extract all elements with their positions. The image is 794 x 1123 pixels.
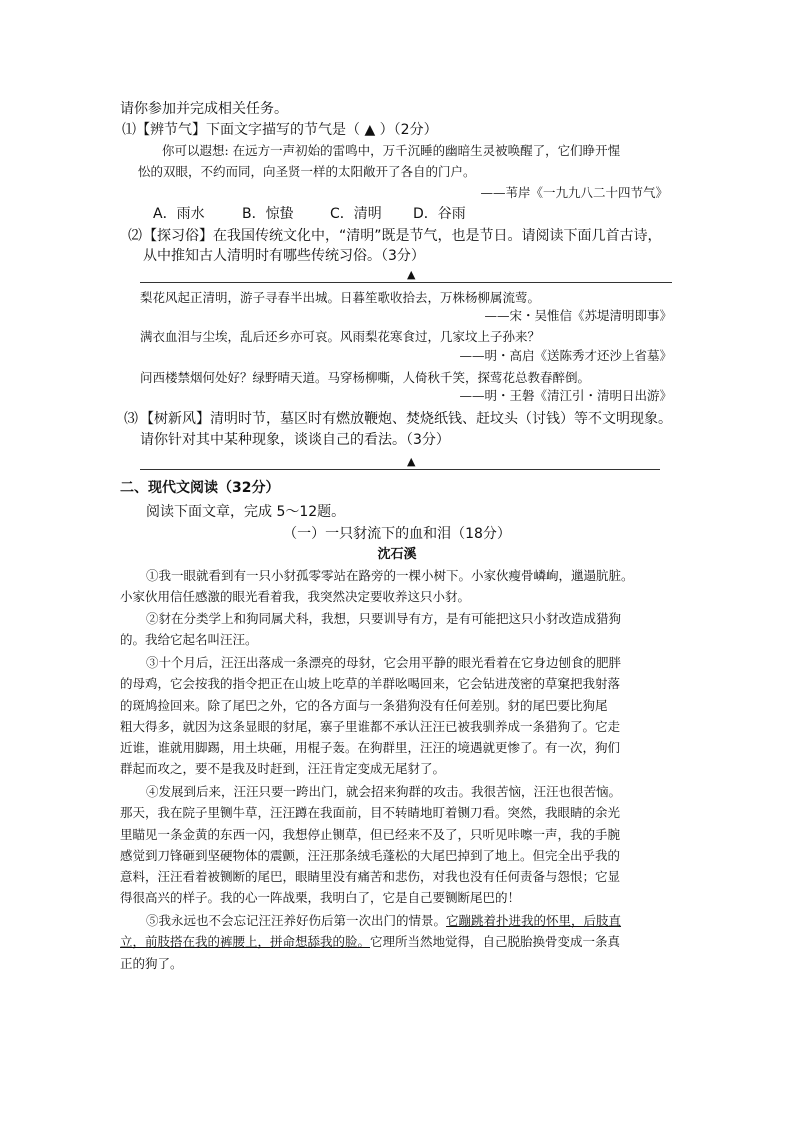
article-author: 沈石溪 [377, 547, 417, 562]
article-line: 的斑鸠捡回来。除了尾巴之外，它的各方面与一条猎狗没有任何差别。豺的尾巴要比狗尾 [120, 698, 608, 713]
q1-option-b: B．惊蛰 [242, 206, 294, 222]
article-line: 正的狗了。 [120, 956, 183, 971]
q1-number: ⑴ [122, 122, 136, 138]
intro-text: 请你参加并完成相关任务。 [120, 101, 288, 117]
answer-marker: ▲ [407, 455, 416, 468]
q3-prompt-line: 【树新风】清明时节，墓区时有燃放鞭炮、焚烧纸钱、赶坟头（讨钱）等不文明现象。 [140, 411, 672, 427]
q1-option-c: C．清明 [330, 206, 382, 222]
article-text: 它理所当然地觉得，自己脱胎换骨变成一条真 [370, 934, 621, 949]
underlined-text: 立，前肢搭在我的裤腰上，拼命想舔我的脸。 [120, 934, 371, 949]
article-line: ④发展到后来，汪汪只要一跨出门，就会招来狗群的攻击。我很苦恼，汪汪也很苦恼。 [146, 784, 622, 799]
article-line [120, 933, 620, 951]
article-line: ②豺在分类学上和狗同属犬科，我想，只要训导有方，是有可能把这只小豺改造成猎狗 [146, 611, 622, 626]
article-line: ①我一眼就看到有一只小豺孤零零站在路旁的一棵小树下。小家伙瘦骨嶙峋，邋遢肮脏。 [146, 568, 634, 583]
poem-source: ——明・王磐《清江引・清明日出游》 [459, 388, 672, 403]
poem-source: ——宋・吴惟信《苏堤清明即事》 [484, 308, 672, 323]
underlined-text: 它蹦跳着扑进我的怀里，后肢直 [446, 913, 622, 928]
q2-number: ⑵ [128, 228, 142, 244]
poem-text: 梨花风起正清明，游子寻春半出城。日暮笙歌收拾去，万株杨柳属流莺。 [140, 290, 541, 305]
reading-instruction: 阅读下面文章，完成 5～12题。 [146, 504, 346, 520]
q2-prompt-line: 从中推知古人清明时有哪些传统习俗。（3分） [143, 248, 425, 264]
article-line: 的。我给它起名叫汪汪。 [120, 632, 258, 647]
answer-marker: ▲ [407, 268, 416, 281]
q2-prompt-line: 【探习俗】在我国传统文化中，“清明”既是节气，也是节日。请阅读下面几首古诗， [143, 228, 662, 244]
q3-prompt-line: 请你针对其中某种现象，谈谈自己的看法。（3分） [140, 432, 450, 448]
q3-number: ⑶ [124, 411, 138, 427]
article-line: ③十个月后，汪汪出落成一条漂亮的母豺，它会用平静的眼光看着在它身边刨食的肥胖 [146, 655, 622, 670]
article-line: 近谁，谁就用脚踢，用土块砸，用棍子轰。在狗群里，汪汪的境遇就更惨了。有一次，狗们 [120, 740, 621, 755]
poem-text: 满衣血泪与尘埃，乱后还乡亦可哀。风雨梨花寒食过，几家坟上子孙来？ [140, 329, 541, 344]
poem-text: 问西楼禁烟何处好？绿野晴天道。马穿杨柳嘶，人倚秋千笑，探莺花总教春醉倒。 [140, 370, 591, 385]
article-line: 感觉到刀锋砸到坚硬物体的震颤，汪汪那条绒毛蓬松的大尾巴掉到了地上。但完全出乎我的 [120, 848, 621, 863]
q1-source: ——苇岸《一九九八二十四节气》 [480, 185, 668, 200]
answer-line [140, 282, 672, 283]
article-title: （一）一只豺流下的血和泪（18分） [283, 526, 511, 542]
article-line [146, 912, 621, 930]
answer-line [140, 469, 660, 470]
q1-option-d: D．谷雨 [413, 206, 466, 222]
article-line: 粗大得多，就因为这条显眼的豺尾，寨子里谁都不承认汪汪已被我驯养成一条猎狗了。它走 [120, 719, 621, 734]
article-text: ⑤我永远也不会忘记汪汪养好伤后第一次出门的情景。 [146, 913, 447, 928]
q1-prompt: 【辨节气】下面文字描写的节气是（ ▲ ）（2分） [136, 122, 438, 138]
poem-source: ——明・高启《送陈秀才还沙上省墓》 [459, 348, 672, 363]
section-heading: 二、现代文阅读（32分） [120, 480, 280, 496]
article-line: 群起而攻之，要不是我及时赶到，汪汪肯定变成无尾豺了。 [120, 761, 446, 776]
q1-passage-line: 你可以遐想: 在远方一声初始的雷鸣中，万千沉睡的幽暗生灵被唤醒了，它们睁开惺 [162, 143, 621, 158]
article-line: 意料，汪汪看着被铡断的尾巴，眼睛里没有痛苦和悲伤，对我也没有任何责备与怨恨；它显 [120, 869, 621, 884]
article-line: 小家伙用信任感激的眼光看着我，我突然决定要收养这只小豺。 [120, 589, 471, 604]
article-line: 那天，我在院子里铡牛草，汪汪蹲在我面前，目不转睛地盯着铡刀看。突然，我眼睛的余光 [120, 805, 621, 820]
q1-option-a: A．雨水 [153, 206, 205, 222]
article-line: 的母鸡，它会按我的指令把正在山坡上吃草的羊群吆喝回来，它会钻进茂密的草窠把我射落 [120, 676, 621, 691]
article-line: 得很高兴的样子。我的心一阵战栗，我明白了，它是自己要铡断尾巴的！ [120, 890, 521, 905]
article-line: 里瞄见一条金黄的东西一闪，我想停止铡草，但已经来不及了，只听见咔嚓一声，我的手腕 [120, 827, 621, 842]
q1-passage-line: 忪的双眼，不约而同，向圣贤一样的太阳敞开了各自的门户。 [138, 164, 476, 179]
